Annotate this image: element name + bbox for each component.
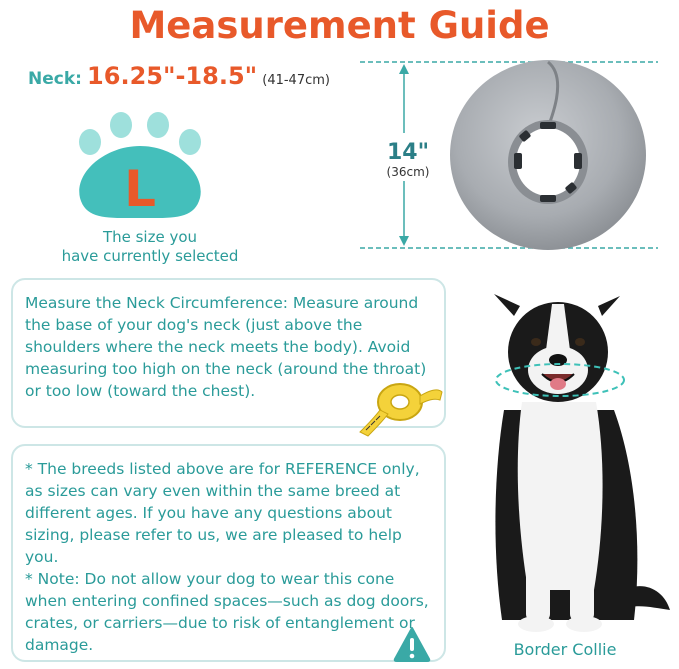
paw-toe-inner-left <box>110 112 132 138</box>
dog-breed-label: Border Collie <box>513 640 617 659</box>
measuring-tape-icon <box>356 374 446 438</box>
size-letter: L <box>124 160 156 218</box>
measure-instructions-text: Measure the Neck Circumference: Measure around the base of your dog's neck (just above the shoulders where the neck meets the body). Avoid measuring too high on the neck (around the throat) or too low (toward the chest). <box>25 294 427 400</box>
selected-size-caption <box>40 228 260 266</box>
neck-label: Neck: <box>28 69 82 89</box>
notes-box <box>11 444 446 662</box>
cone-height-in: 14" <box>386 140 430 165</box>
neck-metric: (41-47cm) <box>262 73 330 88</box>
cone-height-cm: (36cm) <box>386 165 430 179</box>
selected-caption-line1: The size you <box>102 228 198 246</box>
paw-toe-outer-left <box>79 129 101 155</box>
notes-text <box>25 458 432 656</box>
neck-measurement <box>28 62 330 90</box>
dog-photo <box>474 290 674 640</box>
paw-toe-inner-right <box>147 112 169 138</box>
note-warning: * Note: Do not allow your dog to wear this cone when entering confined spaces—such as dog doors, crates, or carriers—due to risk of entanglement or damage. <box>25 570 429 654</box>
selected-caption-line2: have currently selected <box>61 247 239 265</box>
page-title: Measurement Guide <box>129 4 550 47</box>
cone-height <box>378 140 438 179</box>
paw-toe-outer-right <box>179 129 201 155</box>
note-reference: * The breeds listed above are for REFERENCE only, as sizes can vary even within the same breed at different ages. If you have any questions about sizing, please refer to us, we are pleased to help you. <box>25 460 420 566</box>
pet-cone-image <box>448 58 648 252</box>
paw-icon <box>66 112 236 230</box>
warning-icon <box>392 625 432 663</box>
neck-value: 16.25"-18.5" <box>87 62 258 90</box>
